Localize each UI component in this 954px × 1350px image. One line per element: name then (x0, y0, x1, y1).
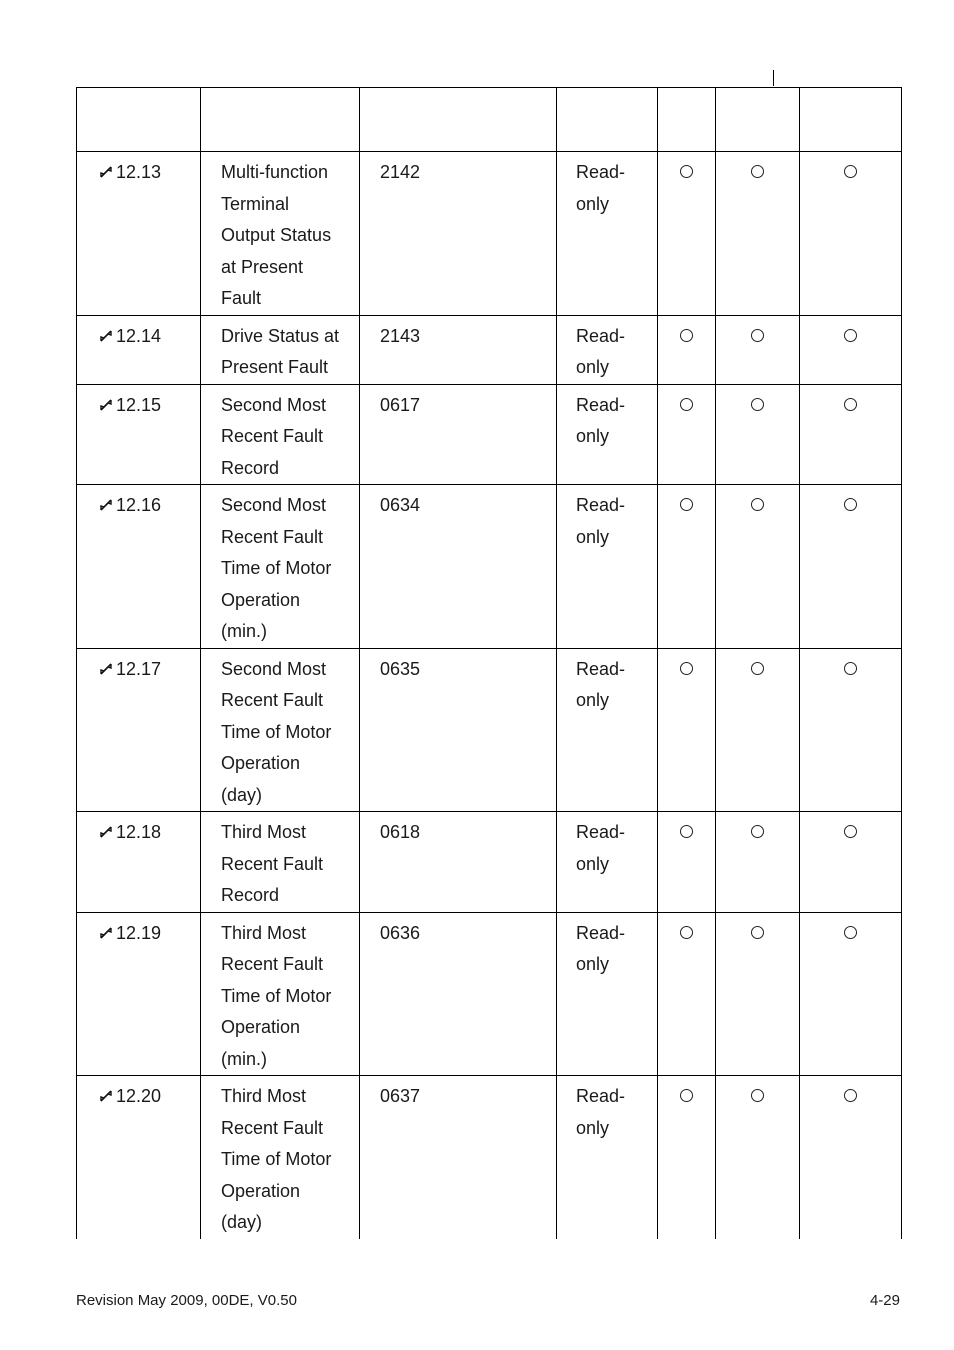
header-cell (658, 88, 716, 152)
name-line: Terminal (221, 193, 290, 214)
name-line: Drive Status at (221, 325, 340, 346)
attribute-line: only (576, 357, 610, 377)
name-cell (201, 384, 360, 485)
mode-cell (800, 812, 902, 913)
parameter-table (76, 87, 902, 1239)
attribute-line: only (576, 526, 610, 547)
attribute-line: Read- (576, 1086, 626, 1106)
param-number: 12.18 (116, 822, 162, 842)
attribute-line: Read- (576, 325, 626, 346)
name-line: Time of Motor (221, 1149, 332, 1169)
circle-icon (751, 926, 764, 939)
header-cell (557, 88, 658, 152)
mode-cell (716, 812, 800, 913)
circle-icon (844, 165, 857, 178)
attribute-cell (557, 812, 658, 913)
circle-icon (680, 498, 693, 511)
param-number: 12.15 (116, 394, 162, 415)
circle-icon (680, 825, 693, 838)
name-line: Second Most (221, 394, 327, 415)
address-cell: 0618 (360, 812, 557, 913)
name-line: Third Most (221, 922, 307, 943)
attribute-line: only (576, 426, 610, 446)
mode-cell (658, 1076, 716, 1239)
mode-cell (716, 152, 800, 316)
mode-cell (658, 315, 716, 384)
param-cell (77, 1076, 201, 1239)
name-line: Second Most (221, 495, 327, 515)
table-row (77, 912, 902, 1076)
table-row (77, 152, 902, 316)
revision-footer: Revision May 2009, 00DE, V0.50 (76, 1292, 297, 1309)
name-line: Time of Motor (221, 985, 332, 1006)
param-number: 12.16 (116, 495, 162, 515)
table-row (77, 1076, 902, 1239)
name-line: Recent Fault (221, 1117, 324, 1138)
mode-cell (800, 912, 902, 1076)
name-line: Third Most (221, 1086, 307, 1106)
attribute-line: Read- (576, 922, 626, 943)
name-line: (day) (221, 784, 263, 805)
mode-cell (658, 384, 716, 485)
param-cell (77, 648, 201, 812)
param-cell (77, 812, 201, 913)
circle-icon (751, 825, 764, 838)
name-line: Recent Fault (221, 426, 324, 446)
attribute-line: Read- (576, 822, 626, 842)
mode-cell (658, 812, 716, 913)
name-line: Time of Motor (221, 558, 332, 578)
header-cell (716, 88, 800, 152)
pen-icon (99, 655, 113, 669)
page-marker-line (773, 70, 774, 86)
circle-icon (751, 498, 764, 511)
name-line: Operation (221, 1180, 301, 1201)
circle-icon (751, 1089, 764, 1102)
table-row (77, 812, 902, 913)
circle-icon (680, 1089, 693, 1102)
mode-cell (800, 152, 902, 316)
circle-icon (680, 165, 693, 178)
name-cell (201, 152, 360, 316)
circle-icon (751, 329, 764, 342)
name-cell (201, 648, 360, 812)
name-line: Operation (221, 753, 301, 773)
attribute-line: Read- (576, 394, 626, 415)
mode-cell (800, 485, 902, 649)
name-line: Second Most (221, 658, 327, 679)
mode-cell (716, 384, 800, 485)
page-number: 4-29 (869, 1292, 900, 1309)
address-cell: 2142 (360, 152, 557, 316)
name-line: Time of Motor (221, 721, 332, 742)
circle-icon (844, 662, 857, 675)
mode-cell (658, 648, 716, 812)
circle-icon (751, 165, 764, 178)
param-cell (77, 152, 201, 316)
pen-icon (99, 818, 113, 832)
param-cell (77, 384, 201, 485)
table-row (77, 384, 902, 485)
attribute-line: only (576, 193, 610, 214)
name-line: Recent Fault (221, 853, 324, 874)
mode-cell (800, 1076, 902, 1239)
attribute-cell (557, 485, 658, 649)
address-cell: 0635 (360, 648, 557, 812)
name-cell (201, 912, 360, 1076)
name-cell (201, 485, 360, 649)
name-line: Third Most (221, 822, 307, 842)
name-line: Output Status (221, 225, 332, 245)
param-number: 12.19 (116, 922, 162, 943)
mode-cell (658, 912, 716, 1076)
name-line: at Present (221, 256, 304, 277)
circle-icon (844, 329, 857, 342)
header-cell (201, 88, 360, 152)
circle-icon (844, 398, 857, 411)
circle-icon (680, 329, 693, 342)
mode-cell (716, 315, 800, 384)
name-line: Record (221, 885, 280, 905)
address-cell: 2143 (360, 315, 557, 384)
name-line: (min.) (221, 621, 267, 641)
address-cell: 0636 (360, 912, 557, 1076)
name-line: Operation (221, 1017, 301, 1037)
name-line: Fault (221, 288, 262, 308)
name-cell (201, 315, 360, 384)
name-cell (201, 1076, 360, 1239)
attribute-line: only (576, 1117, 610, 1138)
pen-icon (99, 491, 113, 505)
name-line: Recent Fault (221, 526, 324, 547)
name-cell (201, 812, 360, 913)
mode-cell (716, 485, 800, 649)
attribute-line: only (576, 954, 610, 974)
param-number: 12.20 (116, 1086, 162, 1106)
table-row (77, 315, 902, 384)
attribute-line: Read- (576, 658, 626, 679)
mode-cell (800, 384, 902, 485)
mode-cell (716, 912, 800, 1076)
param-cell (77, 485, 201, 649)
param-cell (77, 315, 201, 384)
param-cell (77, 912, 201, 1076)
table-row (77, 648, 902, 812)
pen-icon (99, 1082, 113, 1096)
circle-icon (680, 926, 693, 939)
mode-cell (716, 648, 800, 812)
circle-icon (680, 398, 693, 411)
mode-cell (658, 152, 716, 316)
circle-icon (844, 1089, 857, 1102)
attribute-cell (557, 1076, 658, 1239)
pen-icon (99, 322, 113, 336)
attribute-line: Read- (576, 162, 626, 182)
mode-cell (800, 315, 902, 384)
name-line: (min.) (221, 1048, 267, 1069)
circle-icon (844, 926, 857, 939)
name-line: Operation (221, 589, 301, 610)
attribute-line: only (576, 853, 610, 874)
table-header-row (77, 88, 902, 152)
pen-icon (99, 158, 113, 172)
circle-icon (680, 662, 693, 675)
name-line: (day) (221, 1212, 263, 1232)
header-cell (360, 88, 557, 152)
name-line: Multi-function (221, 162, 329, 182)
name-line: Record (221, 457, 280, 478)
attribute-cell (557, 912, 658, 1076)
attribute-cell (557, 152, 658, 316)
circle-icon (844, 498, 857, 511)
pen-icon (99, 391, 113, 405)
address-cell: 0637 (360, 1076, 557, 1239)
attribute-line: Read- (576, 495, 626, 515)
address-cell: 0617 (360, 384, 557, 485)
attribute-cell (557, 315, 658, 384)
name-line: Present Fault (221, 357, 329, 377)
name-line: Recent Fault (221, 690, 324, 710)
attribute-cell (557, 648, 658, 812)
param-number: 12.14 (116, 325, 162, 346)
circle-icon (751, 662, 764, 675)
attribute-cell (557, 384, 658, 485)
circle-icon (751, 398, 764, 411)
name-line: Recent Fault (221, 954, 324, 974)
mode-cell (658, 485, 716, 649)
mode-cell (716, 1076, 800, 1239)
table-row (77, 485, 902, 649)
param-number: 12.13 (116, 162, 162, 182)
header-cell (77, 88, 201, 152)
address-cell: 0634 (360, 485, 557, 649)
header-cell (800, 88, 902, 152)
circle-icon (844, 825, 857, 838)
attribute-line: only (576, 690, 610, 710)
mode-cell (800, 648, 902, 812)
param-number: 12.17 (116, 658, 162, 679)
pen-icon (99, 919, 113, 933)
